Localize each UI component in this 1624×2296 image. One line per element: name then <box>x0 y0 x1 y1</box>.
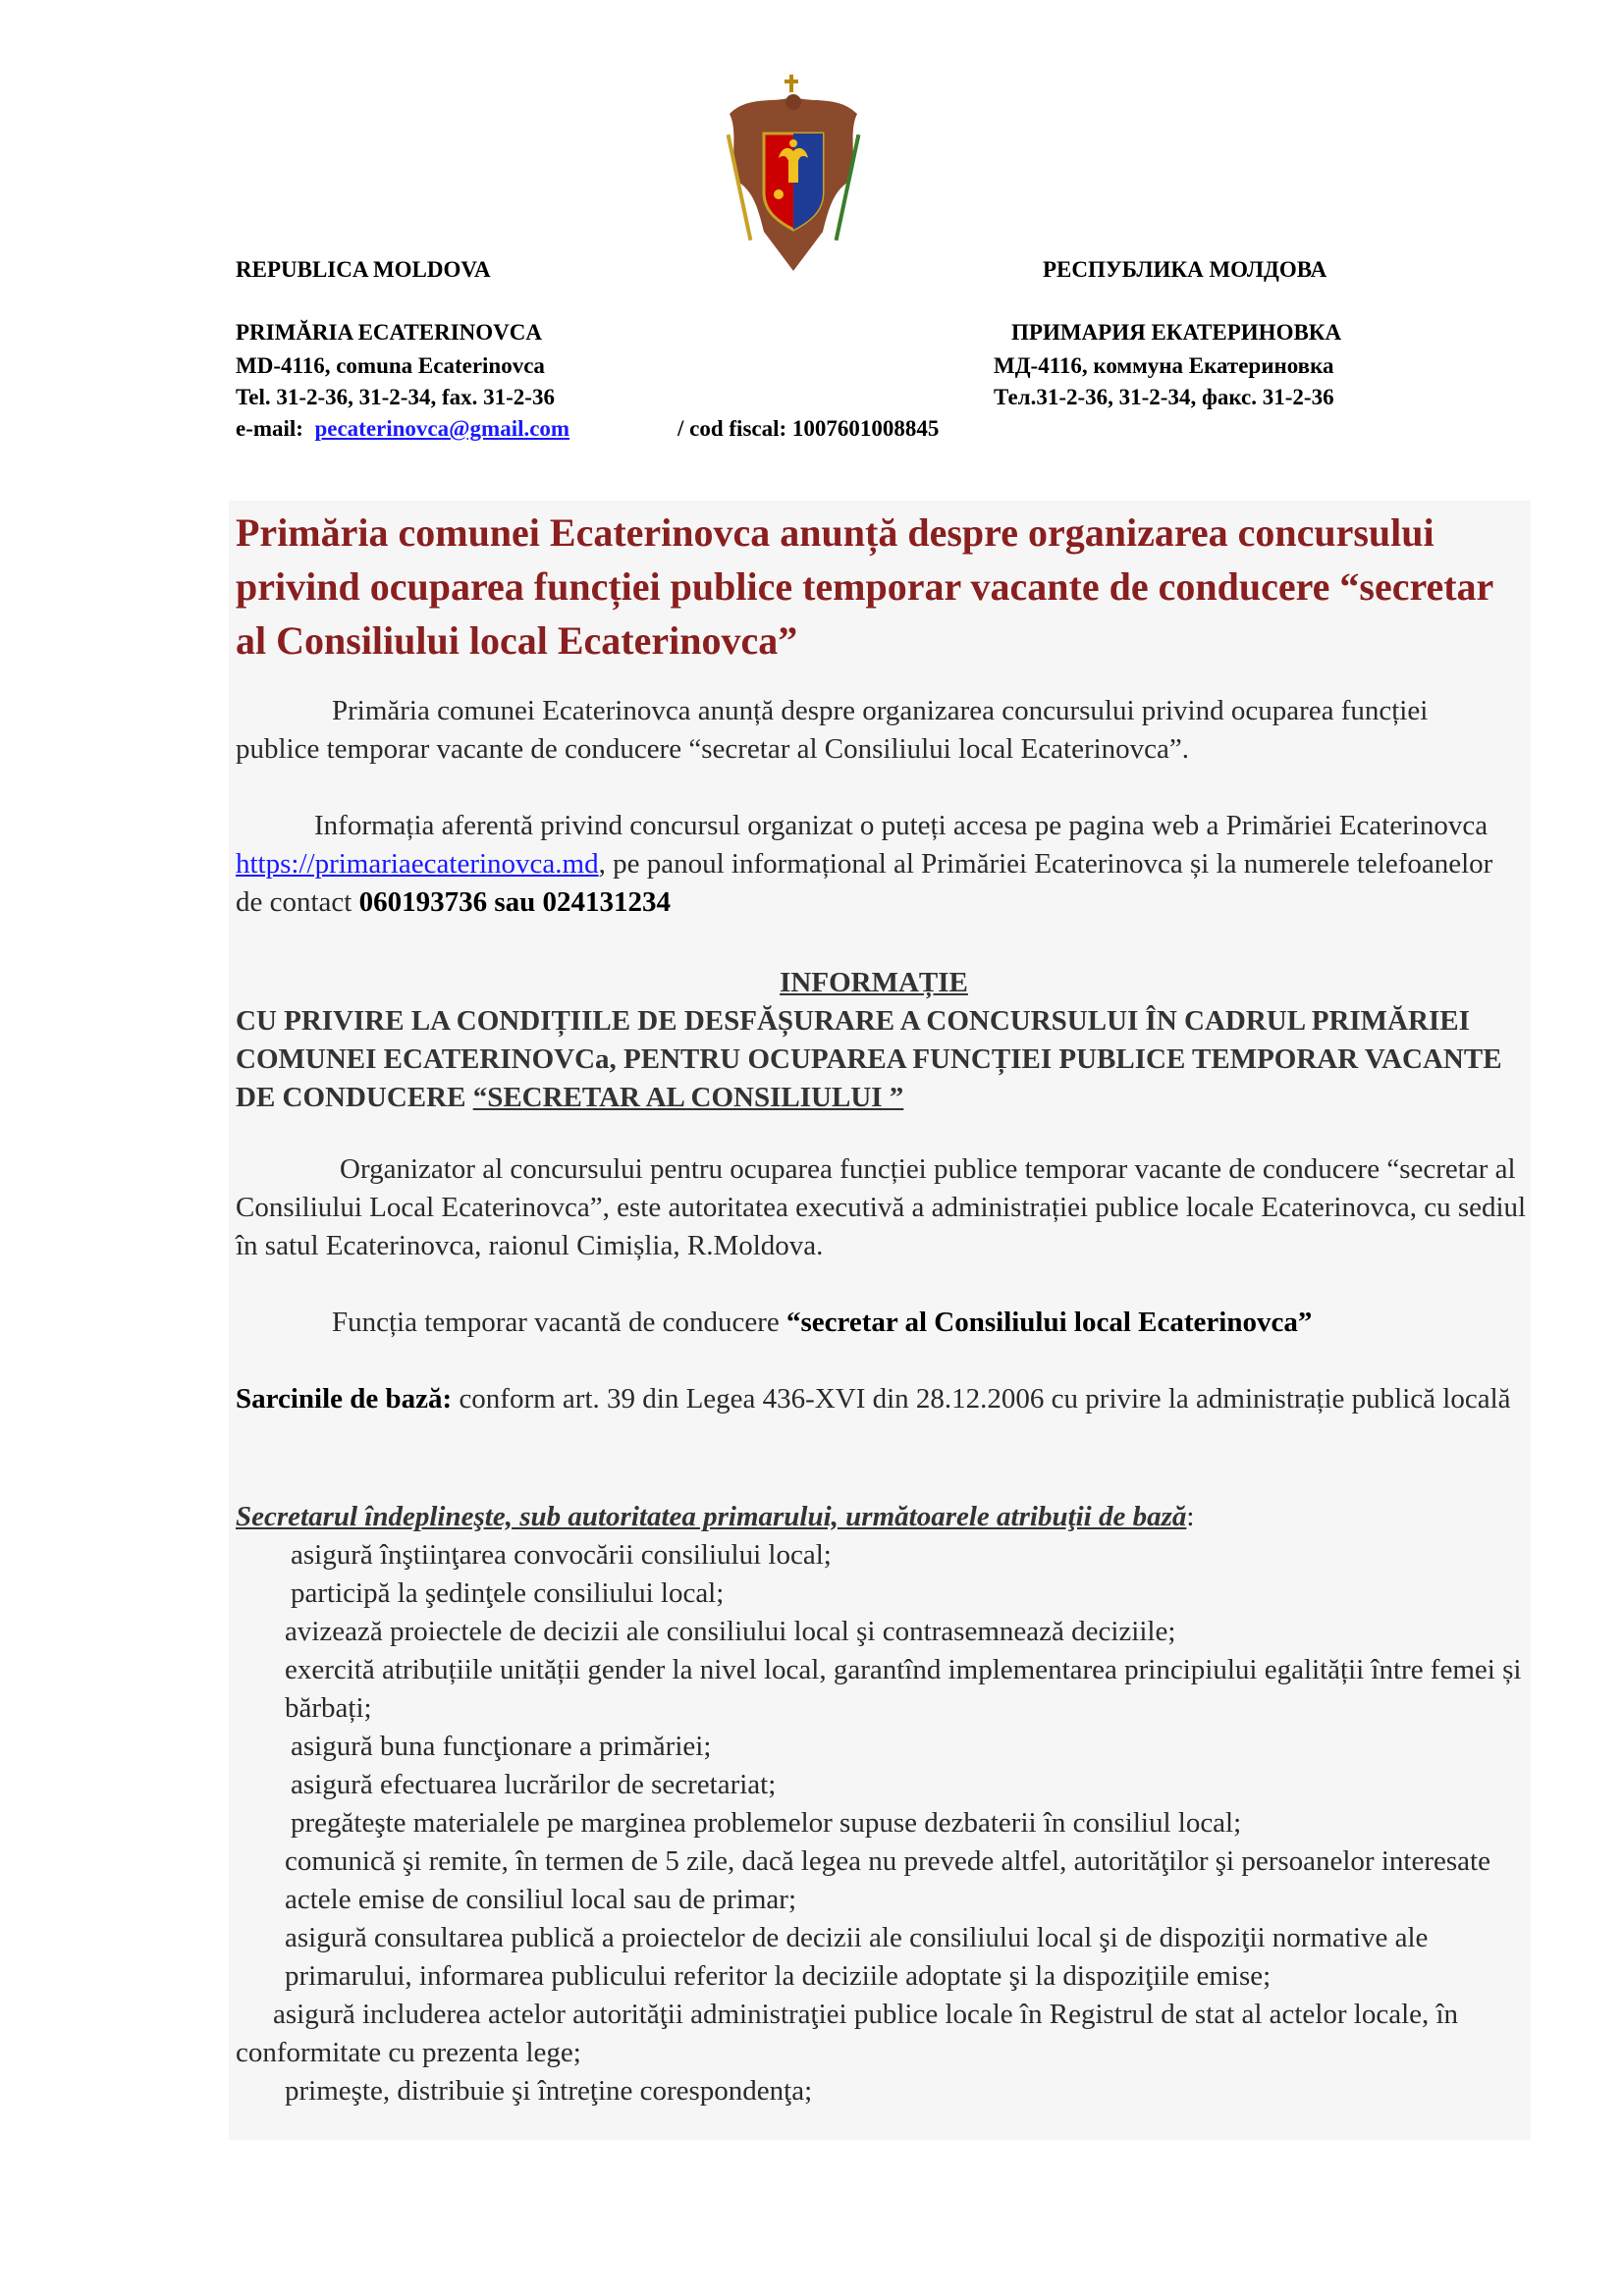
intro-text-start: Informația aferentă privind concursul organizat o puteți accesa pe pagina web a Primăriei Ecaterinovca <box>314 810 1489 841</box>
intro-text-mid: , pe panoul informațional al Primăriei Ecaterinovca și la numerele telefoanelor de contact <box>236 848 1493 918</box>
address-ru: МД-4116, коммуна Екатериновка <box>994 353 1334 378</box>
list-item: exercită atribuțiile unității gender la nivel local, garantînd implementarea principiului egalității între femei și bărbați; <box>285 1654 1522 1724</box>
contact-phones: 060193736 sau 024131234 <box>358 886 672 918</box>
duties-list <box>236 1498 1532 2110</box>
intro-paragraph-2 <box>236 807 1512 922</box>
list-item: primeşte, distribuie şi întreţine corespondenţa; <box>285 2075 813 2107</box>
function-label: Funcția temporar vacantă de conducere <box>332 1307 786 1338</box>
country-name-ro: REPUBLICA MOLDOVA <box>236 257 491 282</box>
organizer-paragraph: Organizator al concursului pentru ocuparea funcției publice temporar vacante de conducere “secretar al Consiliului Local Ecaterinovca”, este autoritatea executivă a administrației publice locale Ecaterinovca, cu sediul în satul Ecaterinovca, raionul Cimișlia, R.Moldova. <box>236 1153 1527 1261</box>
list-item: asigură consultarea publică a proiectelor de decizii ale consiliului local şi de dispoziţii normative ale primarului, informarea publicului referitor la deciziile adoptate şi la dispoziţiile emise; <box>285 1922 1429 1992</box>
list-item: pregăteşte materialele pe marginea problemelor supuse dezbaterii în consiliul local; <box>291 1807 1242 1839</box>
list-item: asigură înştiinţarea convocării consiliului local; <box>291 1539 832 1571</box>
country-name-ru: РЕСПУБЛИКА МОЛДОВА <box>1043 257 1327 282</box>
tasks-label: Sarcinile de bază: <box>236 1383 453 1415</box>
email-label: e-mail: <box>236 416 303 441</box>
list-item: avizează proiectele de decizii ale consiliului local şi contrasemnează deciziile; <box>285 1616 1176 1647</box>
office-name-ro: PRIMĂRIA ECATERINOVCA <box>236 320 543 345</box>
intro-paragraph-1: Primăria comunei Ecaterinovca anunță despre organizarea concursului privind ocuparea funcției publice temporar vacante de conducere “secretar al Consiliului local Ecaterinovca”. <box>236 695 1429 765</box>
office-name-ru: ПРИМАРИЯ ЕКАТЕРИНОВКА <box>1011 320 1342 345</box>
list-item: participă la şedinţele consiliului local; <box>291 1577 725 1609</box>
duties-heading: Secretarul îndeplineşte, sub autoritatea primarului, următoarele atribuţii de bază <box>236 1501 1187 1532</box>
function-paragraph <box>236 1304 1512 1342</box>
tasks-paragraph <box>236 1380 1512 1418</box>
list-item: comunică şi remite, în termen de 5 zile, dacă legea nu prevede altfel, autorităţilor şi persoanelor interesate actele emise de consiliul local sau de primar; <box>285 1845 1490 1915</box>
announcement-title: Primăria comunei Ecaterinovca anunță despre organizarea concursului privind ocuparea funcției publice temporar vacante de conducere “secretar al Consiliului local Ecaterinovca” <box>236 510 1493 663</box>
duties-heading-line <box>236 1498 1532 1536</box>
info-heading-block <box>236 964 1512 1117</box>
list-item: asigură includerea actelor autorităţii administraţiei publice locale în Registrul de stat al actelor locale, în conformitate cu prezenta lege; <box>236 1999 1459 2068</box>
phone-ro: Tel. 31-2-36, 31-2-34, fax. 31-2-36 <box>236 385 555 409</box>
website-link[interactable]: https://primariaecaterinovca.md <box>236 848 599 880</box>
function-name: “secretar al Consiliului local Ecaterinovca” <box>785 1307 1313 1338</box>
info-subheading-position: “SECRETAR AL CONSILIULUI ” <box>472 1082 904 1113</box>
phone-ru: Тел.31-2-36, 31-2-34, факс. 31-2-36 <box>994 385 1334 409</box>
duties-colon: : <box>1186 1501 1195 1532</box>
tasks-text: conform art. 39 din Legea 436-XVI din 28.12.2006 cu privire la administrație publică locală <box>452 1383 1511 1415</box>
list-item: asigură efectuarea lucrărilor de secretariat; <box>291 1769 777 1800</box>
contact-line <box>236 412 569 446</box>
info-subheading: CU PRIVIRE LA CONDIȚIILE DE DESFĂȘURARE A CONCURSULUI ÎN CADRUL PRIMĂRIEI COMUNEI ECATERINOVCa, PENTRU OCUPAREA FUNCȚIEI PUBLICE TEMPORAR VACANTE DE CONDUCERE <box>236 1005 1502 1113</box>
email-link[interactable]: pecaterinovca@gmail.com <box>314 416 570 441</box>
fiscal-code: / cod fiscal: 1007601008845 <box>677 416 940 441</box>
address-ro: MD-4116, comuna Ecaterinovca <box>236 353 545 378</box>
list-item: asigură buna funcţionare a primăriei; <box>291 1731 712 1762</box>
info-heading: INFORMAȚIE <box>780 967 968 998</box>
coat-of-arms-icon <box>720 75 867 281</box>
